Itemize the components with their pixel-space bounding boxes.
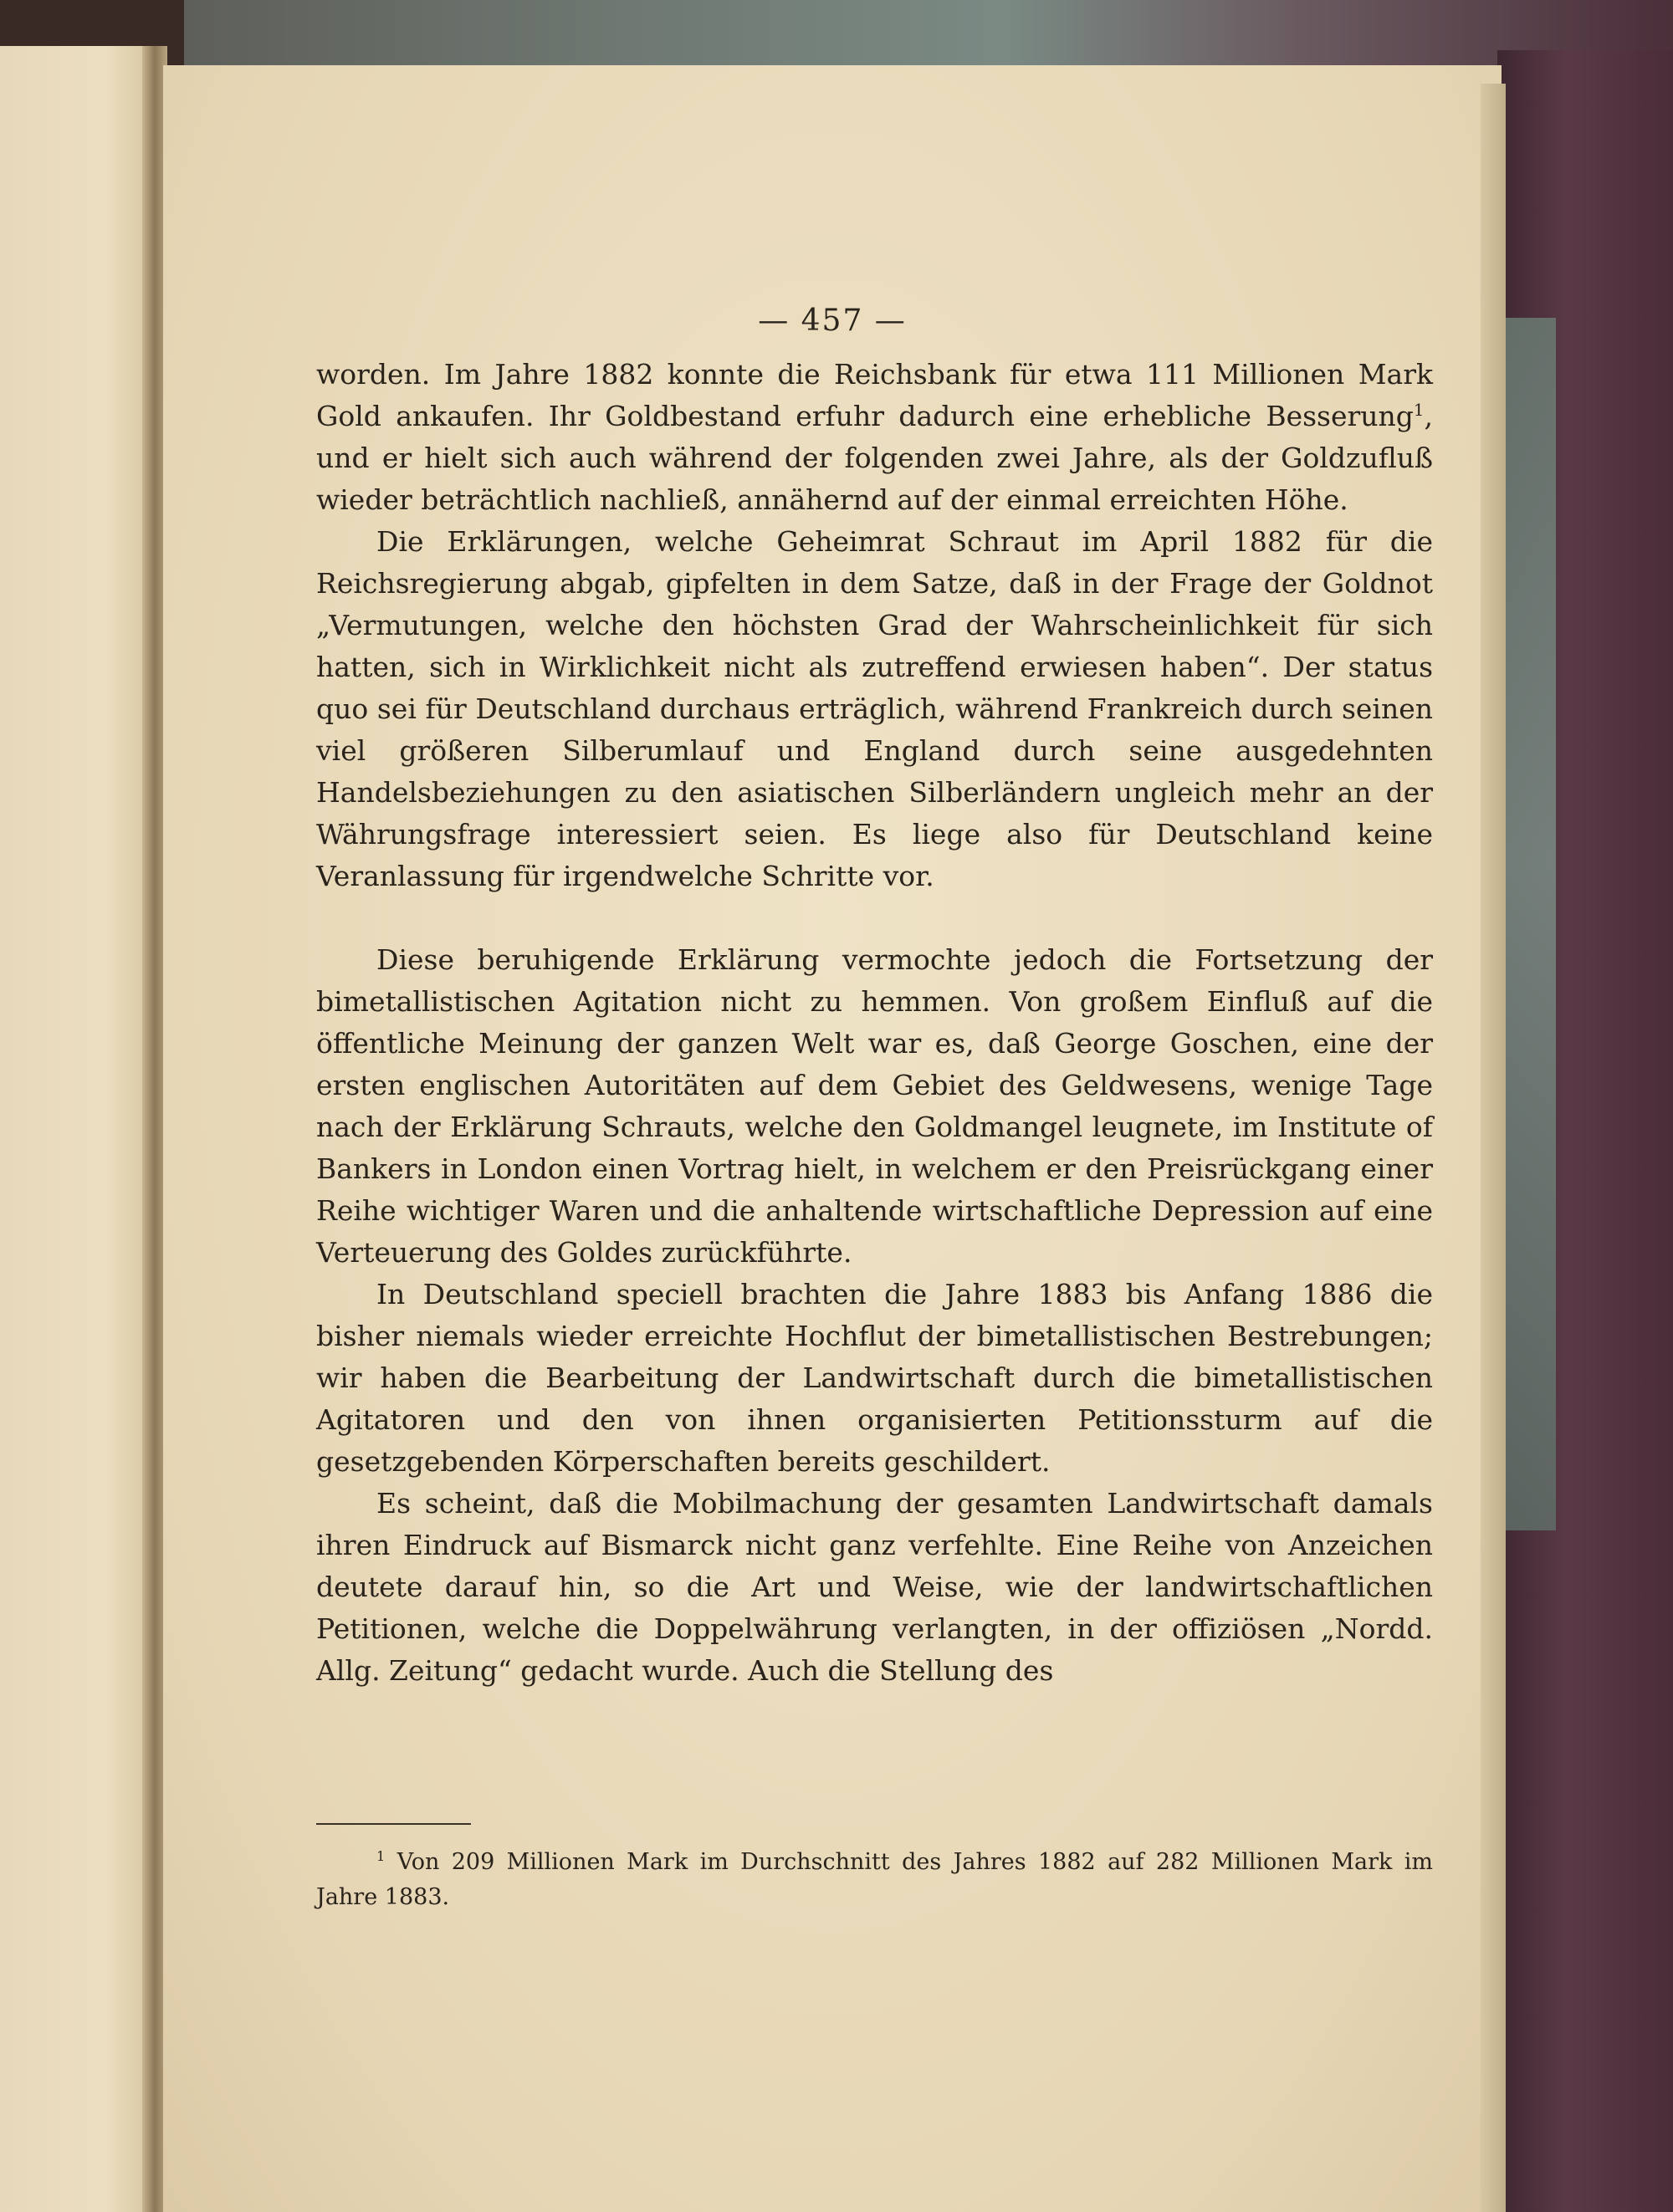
left-page-edge xyxy=(0,46,151,2212)
paragraph-4: In Deutschland speciell brachten die Jahre 1883 bis Anfang 1886 die bisher niemals wieder erreichte Hochflut der bimetallistischen Bestrebungen; wir haben die Bearbeitung der Landwirtschaft durch die bimetallistischen Agitatoren und den von ihnen organisierten Petitionssturm auf die gesetzgebenden Körperschaften bereits geschildert. xyxy=(316,1278,1433,1478)
footnote-divider xyxy=(316,1823,471,1825)
page-fore-edge xyxy=(1481,84,1506,2212)
paragraph-1-text-b: , und er hielt sich auch während der folgenden zwei Jahre, als der Goldzufluß wieder beträchtlich nachließ, annähernd auf der einmal erreichten Höhe. xyxy=(316,400,1433,516)
footnote-reference: 1 xyxy=(1413,401,1425,420)
paragraph-2: Die Erklärungen, welche Geheimrat Schraut im April 1882 für die Reichsregierung abgab, gipfelten in dem Satze, daß in der Frage der Goldnot „Vermutungen, welche den höchsten Grad der Wahrscheinlichkeit für sich hatten, sich in Wirklichkeit nicht als zutreffend erwiesen haben“. Der status quo sei für Deutschland durchaus erträglich, während Frankreich durch seinen viel größeren Silberumlauf und England durch seine ausgedehnten Handelsbeziehungen zu den asiatischen Silberländern ungleich mehr an der Währungsfrage interessiert seien. Es liege also für Deutschland keine Veranlassung für irgendwelche Schritte vor. xyxy=(316,525,1433,892)
footnote-marker: 1 xyxy=(376,1848,386,1864)
section-break xyxy=(316,897,1433,939)
footnote xyxy=(316,1845,1433,1915)
paragraph-1 xyxy=(316,354,1433,521)
book-cover-marbled-edge xyxy=(1506,318,1556,1530)
page-number: — 457 — xyxy=(758,304,907,338)
body-text xyxy=(316,354,1433,1692)
paragraph-1-text-a: worden. Im Jahre 1882 konnte die Reichsbank für etwa 111 Millionen Mark Gold ankaufen. Ihr Goldbestand erfuhr dadurch eine erhebliche Besserung xyxy=(316,358,1433,432)
footnote-text: Von 209 Millionen Mark im Durchschnitt des Jahres 1882 auf 282 Millionen Mark im Jahre 1883. xyxy=(316,1849,1433,1910)
paragraph-5: Es scheint, daß die Mobilmachung der gesamten Landwirtschaft damals ihren Eindruck auf Bismarck nicht ganz verfehlte. Eine Reihe von Anzeichen deutete darauf hin, so die Art und Weise, wie der landwirtschaftlichen Petitionen, welche die Doppelwährung verlangten, in der offiziösen „Nordd. Allg. Zeitung“ gedacht wurde. Auch die Stellung des xyxy=(316,1487,1433,1687)
book-page xyxy=(163,65,1502,2212)
paragraph-3: Diese beruhigende Erklärung vermochte jedoch die Fortsetzung der bimetallistischen Agitation nicht zu hemmen. Von großem Einfluß auf die öffentliche Meinung der ganzen Welt war es, daß George Goschen, eine der ersten englischen Autoritäten auf dem Gebiet des Geldwesens, wenige Tage nach der Erklärung Schrauts, welche den Goldmangel leugnete, im Institute of Bankers in London einen Vortrag hielt, in welchem er den Preisrückgang einer Reihe wichtiger Waren und die anhaltende wirtschaftliche Depression auf eine Verteuerung des Goldes zurückführte. xyxy=(316,943,1433,1269)
